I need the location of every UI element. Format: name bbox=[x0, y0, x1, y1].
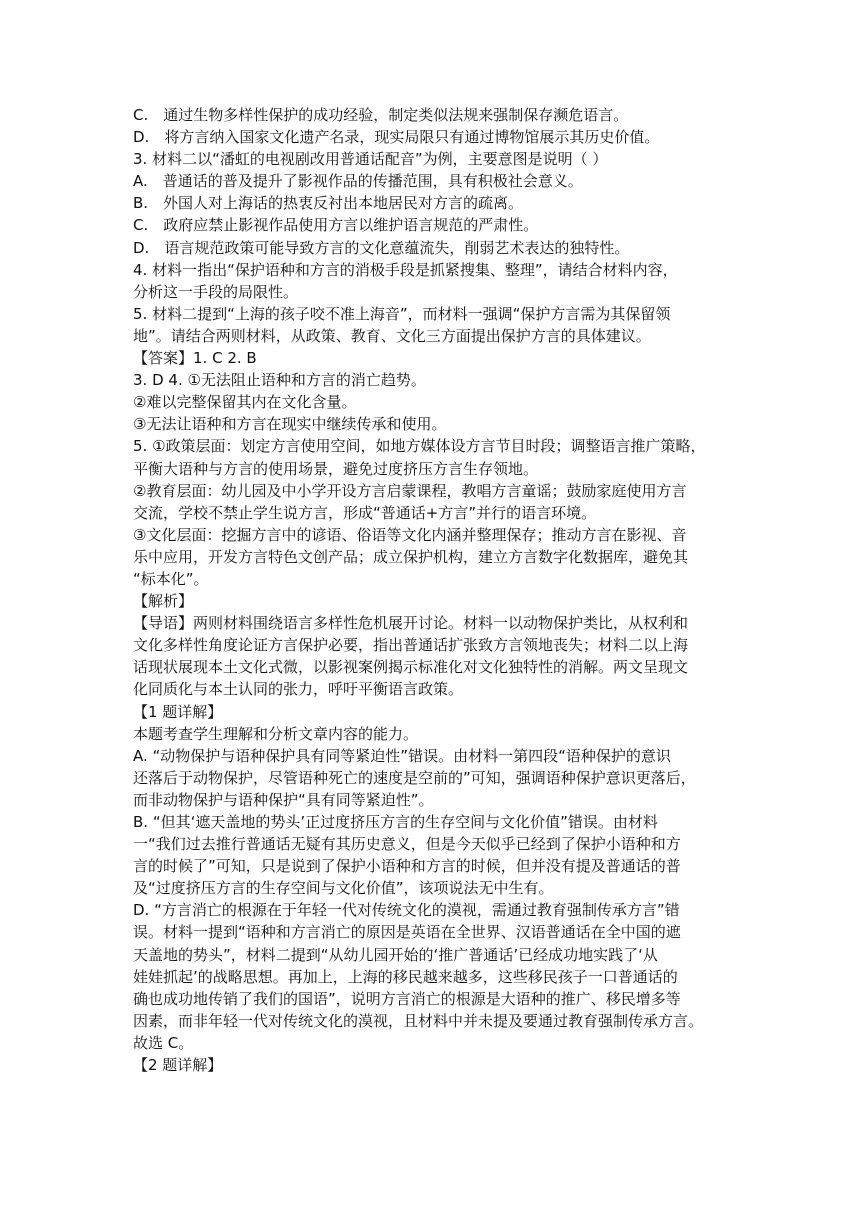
text-line: ③文化层面：挖掘方言中的谚语、俗语等文化内涵并整理保存；推动方言在影视、音 bbox=[133, 525, 687, 544]
text-line: 因素，而非年轻一代对传统文化的漠视，且材料中并未提及要通过教育强制传承方言。 bbox=[133, 1011, 704, 1030]
document-page bbox=[133, 104, 753, 1076]
text-line: ②难以完整保留其内在文化含量。 bbox=[133, 393, 357, 412]
text-line: 及“过度挤压方言的生存空间与文化价值”，该项说法无中生有。 bbox=[133, 879, 554, 898]
text-line: 【2 题详解】 bbox=[133, 1056, 223, 1075]
text-line: B. 外国人对上海话的热衷反衬出本地居民对方言的疏离。 bbox=[133, 194, 524, 213]
text-line: 4. 材料一指出“保护语种和方言的消极手段是抓紧搜集、整理”，请结合材料内容， bbox=[133, 260, 678, 279]
text-line: 乐中应用，开发方言特色文创产品；成立保护机构，建立方言数字化数据库，避免其 bbox=[133, 547, 689, 566]
text-line: D. “方言消亡的根源在于年轻一代对传统文化的漠视，需通过教育强制传承方言”错 bbox=[133, 901, 680, 920]
text-line: 误。材料一提到“语种和方言消亡的原因是英语在全世界、汉语普通话在全中国的遮 bbox=[133, 923, 681, 942]
text-line: 娃娃抓起’的战略思想。再加上，上海的移民越来越多，这些移民孩子一口普通话的 bbox=[133, 967, 678, 986]
text-line: 故选 C。 bbox=[133, 1033, 194, 1052]
text-line: 【1 题详解】 bbox=[133, 702, 223, 721]
text-line: 天盖地的势头”，材料二提到“从幼儿园开始的‘推广普通话’已经成功地实践了‘从 bbox=[133, 945, 658, 964]
text-line: 【解析】 bbox=[133, 592, 194, 611]
text-line: 交流，学校不禁止学生说方言，形成“普通话+方言”并行的语言环境。 bbox=[133, 503, 597, 522]
text-line: A. 普通话的普及提升了影视作品的传播范围，具有积极社会意义。 bbox=[133, 172, 583, 191]
text-line: 话现状展现本土文化式微，以影视案例揭示标准化对文化独特性的消解。两文呈现文 bbox=[133, 658, 689, 677]
text-line: 化同质化与本土认同的张力，呼吁平衡语言政策。 bbox=[133, 680, 464, 699]
text-line: C. 通过生物多样性保护的成功经验，制定类似法规来强制保存濒危语言。 bbox=[133, 106, 629, 124]
text-line: 一“我们过去推行普通话无疑有其历史意义，但是今天似乎已经到了保护小语种和方 bbox=[133, 835, 681, 854]
text-line: 言的时候了”可知，只是说到了保护小语种和方言的时候，但并没有提及普通话的普 bbox=[133, 857, 681, 876]
text-line: 5. 材料二提到“上海的孩子咬不准上海音”，而材料一强调“保护方言需为其保留领 bbox=[133, 304, 671, 323]
text-line: 分析这一手段的局限性。 bbox=[133, 282, 299, 301]
text-line: 文化多样性角度论证方言保护必要，指出普通话扩张致方言领地丧失；材料二以上海 bbox=[133, 636, 689, 655]
text-line: “标本化”。 bbox=[133, 569, 209, 588]
text-line: 地”。请结合两则材料，从政策、教育、文化三方面提出保护方言的具体建议。 bbox=[133, 326, 651, 345]
text-line: 而非动物保护与语种保护“具有同等紧迫性”。 bbox=[133, 790, 434, 809]
text-line: B. “但其‘遮天盖地的势头’正过度挤压方言的生存空间与文化价值”错误。由材料 bbox=[133, 813, 658, 831]
text-line: 平衡大语种与方言的使用场景，避免过度挤压方言生存领地。 bbox=[133, 459, 539, 478]
text-line: 5. ①政策层面：划定方言使用空间，如地方媒体设方言节目时段；调整语言推广策略， bbox=[133, 437, 706, 456]
text-line: 3. 材料二以“潘虹的电视剧改用普通话配音”为例，主要意图是说明（ ） bbox=[133, 150, 608, 169]
text-line: 【答案】1. C 2. B bbox=[133, 349, 257, 368]
text-line: ③无法让语种和方言在现实中继续传承和使用。 bbox=[133, 415, 447, 434]
text-line: D. 将方言纳入国家文化遗产名录，现实局限只有通过博物馆展示其历史价值。 bbox=[133, 128, 660, 147]
text-line: ②教育层面：幼儿园及中小学开设方言启蒙课程，教唱方言童谣；鼓励家庭使用方言 bbox=[133, 481, 687, 500]
text-line: A. “动物保护与语种保护具有同等紧迫性”错误。由材料一第四段“语种保护的意识 bbox=[133, 746, 671, 765]
text-line: 3. D 4. ①无法阻止语种和方言的消亡趋势。 bbox=[133, 371, 426, 390]
text-line: 还落后于动物保护，尽管语种死亡的速度是空前的”可知，强调语种保护意识更落后， bbox=[133, 768, 696, 787]
text-line: 本题考查学生理解和分析文章内容的能力。 bbox=[133, 724, 419, 743]
text-line: 确也成功地传销了我们的国语”，说明方言消亡的根源是大语种的推广、移民增多等 bbox=[133, 989, 681, 1008]
text-line: D. 语言规范政策可能导致方言的文化意蕴流失，削弱艺术表达的独特性。 bbox=[133, 238, 630, 257]
text-line: C. 政府应禁止影视作品使用方言以维护语言规范的严肃性。 bbox=[133, 216, 539, 235]
text-line: 【导语】两则材料围绕语言多样性危机展开讨论。材料一以动物保护类比，从权利和 bbox=[133, 614, 689, 633]
